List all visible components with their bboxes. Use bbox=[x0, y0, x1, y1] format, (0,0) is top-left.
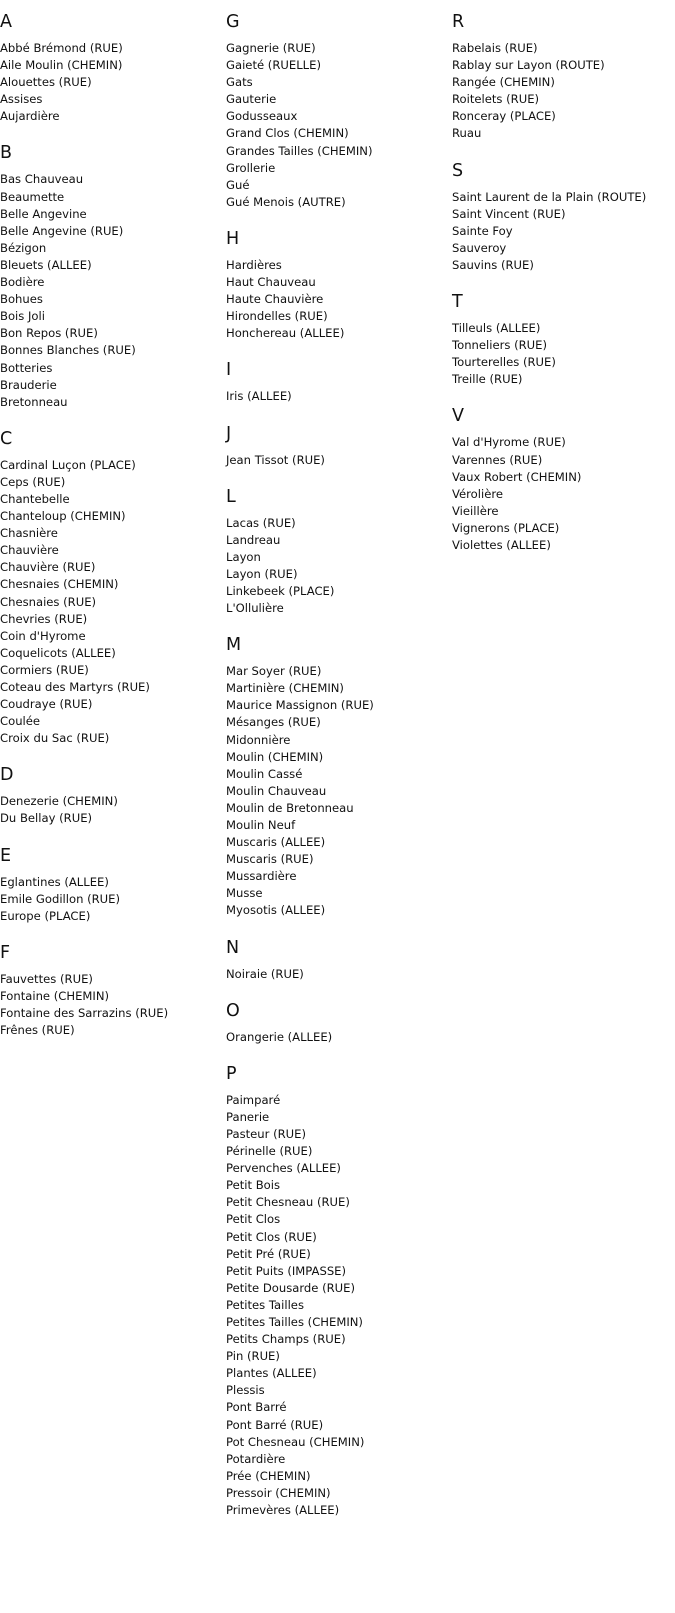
street-name: Paimparé bbox=[226, 1092, 281, 1107]
street-name: Bas Chauveau bbox=[0, 172, 84, 187]
street-name: Linkebeek (PLACE) bbox=[226, 583, 335, 598]
street-name: Rabelais (RUE) bbox=[452, 41, 538, 55]
street-name: Aujardière bbox=[0, 109, 60, 124]
street-name: Petit Chesneau (RUE) bbox=[226, 1195, 350, 1210]
street-name: Tilleuls (ALLEE) bbox=[452, 321, 541, 336]
street-name: Plessis bbox=[226, 1383, 265, 1398]
street-name: Sauvins (RUE) bbox=[452, 257, 534, 272]
street-name: Val d'Hyrome (RUE) bbox=[452, 435, 566, 450]
street-list bbox=[226, 663, 452, 919]
letter-heading: E bbox=[0, 845, 12, 866]
street-name: Midonnière bbox=[226, 732, 291, 747]
street-name: Grand Clos (CHEMIN) bbox=[226, 126, 349, 141]
street-name: Moulin Neuf bbox=[226, 818, 296, 832]
letter-heading: L bbox=[226, 486, 236, 507]
letter-group-p bbox=[226, 1060, 452, 1519]
street-name: Du Bellay (RUE) bbox=[0, 811, 93, 826]
street-list bbox=[226, 40, 452, 211]
street-name: Fontaine (CHEMIN) bbox=[0, 988, 110, 1003]
street-name: Brauderie bbox=[0, 377, 57, 392]
street-name: Pin (RUE) bbox=[226, 1349, 280, 1364]
street-name: Moulin Chauveau bbox=[226, 783, 327, 798]
street-name: Haut Chauveau bbox=[226, 275, 316, 290]
street-name: Gats bbox=[226, 75, 253, 90]
street-name: Pont Barré bbox=[226, 1400, 287, 1415]
street-name: Cormiers (RUE) bbox=[0, 662, 89, 677]
letter-group-d bbox=[0, 761, 218, 827]
street-name: Maurice Massignon (RUE) bbox=[226, 698, 374, 713]
letter-group-s bbox=[452, 157, 675, 274]
street-name: Petites Tailles bbox=[226, 1297, 304, 1312]
street-name: Petit Bois bbox=[226, 1178, 281, 1193]
letter-group-m bbox=[226, 631, 452, 919]
street-name: Grandes Tailles (CHEMIN) bbox=[226, 143, 373, 158]
letter-heading: M bbox=[226, 635, 242, 656]
street-name: Musse bbox=[226, 886, 263, 901]
street-list bbox=[226, 1029, 452, 1046]
letter-group-l bbox=[226, 483, 452, 618]
letter-group-v bbox=[452, 402, 675, 554]
letter-heading: P bbox=[226, 1063, 237, 1084]
street-name: Martinière (CHEMIN) bbox=[226, 681, 344, 696]
street-name: Muscaris (ALLEE) bbox=[226, 835, 326, 850]
letter-heading: T bbox=[452, 292, 463, 313]
letter-group-e bbox=[0, 842, 218, 925]
street-name: Denezerie (CHEMIN) bbox=[0, 794, 118, 809]
street-name: Tonneliers (RUE) bbox=[452, 338, 548, 353]
street-name: Primevères (ALLEE) bbox=[226, 1503, 340, 1517]
street-name: Potardière bbox=[226, 1451, 286, 1466]
letter-heading: N bbox=[226, 937, 240, 958]
street-name: Emile Godillon (RUE) bbox=[0, 891, 121, 906]
street-name: Rablay sur Layon (ROUTE) bbox=[452, 58, 605, 73]
street-name: Petits Champs (RUE) bbox=[226, 1332, 346, 1347]
street-list bbox=[452, 189, 675, 274]
street-name: Chauvière bbox=[0, 543, 59, 558]
street-name: Ruau bbox=[452, 126, 482, 141]
street-name: Coquelicots (ALLEE) bbox=[0, 645, 116, 660]
letter-group-t bbox=[452, 288, 675, 388]
letter-group-o bbox=[226, 997, 452, 1046]
letter-group-f bbox=[0, 939, 218, 1039]
index-column-2 bbox=[226, 8, 452, 1533]
street-name: Assises bbox=[0, 92, 43, 107]
street-name: Pressoir (CHEMIN) bbox=[226, 1485, 331, 1500]
street-name: Petit Clos bbox=[226, 1212, 281, 1227]
street-name: Plantes (ALLEE) bbox=[226, 1366, 317, 1381]
street-name: Chesnaies (CHEMIN) bbox=[0, 577, 119, 592]
street-name: Chasnière bbox=[0, 526, 58, 541]
street-name: Pot Chesneau (CHEMIN) bbox=[226, 1434, 365, 1449]
letter-heading: J bbox=[226, 423, 232, 444]
street-name: Cardinal Luçon (PLACE) bbox=[0, 457, 136, 472]
street-name: Gaieté (RUELLE) bbox=[226, 58, 321, 73]
letter-heading: H bbox=[226, 228, 240, 249]
letter-heading: S bbox=[452, 160, 464, 181]
street-name: Mésanges (RUE) bbox=[226, 715, 321, 730]
street-name: Coin d'Hyrome bbox=[0, 628, 86, 643]
street-name: Vérolière bbox=[452, 486, 503, 501]
letter-heading: F bbox=[0, 942, 11, 963]
street-name: Gagnerie (RUE) bbox=[226, 41, 316, 55]
street-name: Prée (CHEMIN) bbox=[226, 1468, 311, 1483]
street-name: Bézigon bbox=[0, 240, 47, 255]
letter-heading: C bbox=[0, 428, 13, 449]
street-name: Jean Tissot (RUE) bbox=[226, 452, 325, 467]
letter-group-g bbox=[226, 8, 452, 211]
street-name: Vieillère bbox=[452, 503, 499, 518]
street-name: Chesnaies (RUE) bbox=[0, 594, 97, 609]
street-name: Gauterie bbox=[226, 92, 277, 107]
street-name: Chauvière (RUE) bbox=[0, 560, 96, 575]
letter-group-n bbox=[226, 934, 452, 983]
street-name: Frênes (RUE) bbox=[0, 1023, 75, 1038]
street-list bbox=[0, 971, 218, 1039]
street-name: Noiraie (RUE) bbox=[226, 966, 304, 981]
street-name: Moulin de Bretonneau bbox=[226, 800, 354, 815]
street-list bbox=[452, 320, 675, 388]
letter-heading: A bbox=[0, 12, 12, 32]
letter-heading: R bbox=[452, 12, 465, 32]
street-list bbox=[226, 257, 452, 342]
street-name: Botteries bbox=[0, 360, 53, 375]
street-name: Roitelets (RUE) bbox=[452, 92, 540, 107]
street-name: Layon (RUE) bbox=[226, 566, 298, 581]
street-name: Iris (ALLEE) bbox=[226, 389, 292, 404]
street-name: Bretonneau bbox=[0, 394, 68, 409]
letter-group-r bbox=[452, 8, 675, 143]
street-name: L'Ollulière bbox=[226, 601, 284, 616]
street-list bbox=[0, 457, 218, 748]
street-name: Panerie bbox=[226, 1109, 270, 1124]
letter-group-h bbox=[226, 225, 452, 342]
street-name: Haute Chauvière bbox=[226, 292, 324, 307]
street-name: Ceps (RUE) bbox=[0, 474, 66, 489]
street-name: Belle Angevine bbox=[0, 206, 87, 221]
street-list bbox=[226, 515, 452, 618]
street-name: Chantebelle bbox=[0, 491, 70, 506]
street-name: Gué bbox=[226, 177, 250, 192]
street-name: Sauveroy bbox=[452, 240, 507, 255]
street-name: Hardières bbox=[226, 257, 282, 272]
street-list bbox=[452, 40, 675, 143]
street-name: Pasteur (RUE) bbox=[226, 1126, 307, 1141]
street-list bbox=[452, 434, 675, 554]
street-name: Chevries (RUE) bbox=[0, 611, 88, 626]
street-name: Violettes (ALLEE) bbox=[452, 537, 551, 552]
street-name: Eglantines (ALLEE) bbox=[0, 874, 109, 889]
letter-group-b bbox=[0, 139, 218, 410]
street-name: Saint Vincent (RUE) bbox=[452, 206, 566, 221]
street-name: Muscaris (RUE) bbox=[226, 852, 314, 867]
street-name: Treille (RUE) bbox=[452, 372, 523, 387]
street-name: Pervenches (ALLEE) bbox=[226, 1161, 341, 1176]
street-name: Chanteloup (CHEMIN) bbox=[0, 509, 126, 524]
street-name: Bleuets (ALLEE) bbox=[0, 257, 92, 272]
street-name: Petites Tailles (CHEMIN) bbox=[226, 1314, 363, 1329]
letter-heading: D bbox=[0, 765, 14, 786]
street-list bbox=[226, 966, 452, 983]
street-name: Petite Dousarde (RUE) bbox=[226, 1280, 356, 1295]
street-name: Périnelle (RUE) bbox=[226, 1144, 313, 1159]
street-name: Mussardière bbox=[226, 869, 297, 884]
street-name: Coudraye (RUE) bbox=[0, 697, 93, 712]
street-name: Vignerons (PLACE) bbox=[452, 520, 560, 535]
street-name: Beaumette bbox=[0, 189, 65, 204]
street-name: Mar Soyer (RUE) bbox=[226, 664, 322, 679]
street-list bbox=[0, 40, 218, 125]
street-name: Godusseaux bbox=[226, 109, 298, 124]
street-name: Bonnes Blanches (RUE) bbox=[0, 343, 136, 358]
street-list bbox=[0, 171, 218, 410]
street-name: Orangerie (ALLEE) bbox=[226, 1029, 333, 1044]
street-list bbox=[0, 793, 218, 827]
street-name: Tourterelles (RUE) bbox=[452, 355, 556, 370]
letter-heading: V bbox=[452, 406, 464, 427]
street-name: Europe (PLACE) bbox=[0, 908, 91, 923]
street-name: Sainte Foy bbox=[452, 223, 513, 238]
index-column-1 bbox=[0, 8, 218, 1053]
letter-heading: B bbox=[0, 143, 13, 164]
street-name: Petit Pré (RUE) bbox=[226, 1246, 311, 1261]
street-name: Lacas (RUE) bbox=[226, 515, 296, 530]
street-name: Bois Joli bbox=[0, 309, 45, 324]
street-name: Layon bbox=[226, 549, 261, 564]
street-list bbox=[226, 388, 452, 405]
street-name: Myosotis (ALLEE) bbox=[226, 903, 326, 918]
street-name: Croix du Sac (RUE) bbox=[0, 731, 110, 746]
street-name: Coteau des Martyrs (RUE) bbox=[0, 680, 150, 694]
street-name: Bon Repos (RUE) bbox=[0, 326, 98, 341]
street-name: Petit Puits (IMPASSE) bbox=[226, 1263, 347, 1278]
street-name: Petit Clos (RUE) bbox=[226, 1229, 317, 1244]
street-name: Gué Menois (AUTRE) bbox=[226, 194, 346, 209]
street-name: Rangée (CHEMIN) bbox=[452, 75, 555, 90]
letter-heading: G bbox=[226, 12, 240, 32]
street-name: Coulée bbox=[0, 714, 41, 729]
street-list bbox=[0, 874, 218, 925]
street-list bbox=[226, 452, 452, 469]
street-name: Pont Barré (RUE) bbox=[226, 1417, 324, 1432]
street-name: Hirondelles (RUE) bbox=[226, 309, 328, 324]
street-name: Fontaine des Sarrazins (RUE) bbox=[0, 1006, 169, 1021]
street-name: Ronceray (PLACE) bbox=[452, 109, 556, 124]
letter-group-c bbox=[0, 425, 218, 748]
letter-group-i bbox=[226, 356, 452, 405]
letter-heading: I bbox=[226, 360, 232, 381]
street-name: Belle Angevine (RUE) bbox=[0, 223, 124, 238]
letter-group-j bbox=[226, 420, 452, 469]
street-name: Honchereau (ALLEE) bbox=[226, 326, 345, 341]
street-name: Fauvettes (RUE) bbox=[0, 971, 93, 986]
street-name: Aile Moulin (CHEMIN) bbox=[0, 58, 123, 73]
street-name: Grollerie bbox=[226, 160, 276, 175]
street-name: Varennes (RUE) bbox=[452, 452, 543, 467]
street-name: Moulin Cassé bbox=[226, 766, 303, 781]
street-name: Landreau bbox=[226, 532, 281, 547]
street-name: Bodière bbox=[0, 275, 45, 290]
street-name: Saint Laurent de la Plain (ROUTE) bbox=[452, 189, 647, 204]
street-name: Alouettes (RUE) bbox=[0, 75, 92, 90]
index-column-3 bbox=[452, 8, 675, 568]
street-name: Vaux Robert (CHEMIN) bbox=[452, 469, 582, 484]
street-name: Abbé Brémond (RUE) bbox=[0, 41, 123, 55]
street-list bbox=[226, 1092, 452, 1519]
letter-group-a bbox=[0, 8, 218, 125]
letter-heading: O bbox=[226, 1000, 240, 1021]
street-name: Bohues bbox=[0, 292, 43, 307]
street-name: Moulin (CHEMIN) bbox=[226, 749, 324, 764]
